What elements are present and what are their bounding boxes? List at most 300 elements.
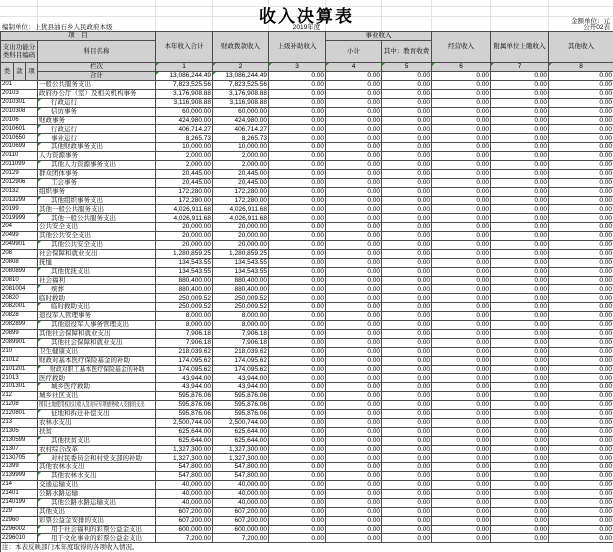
row-value-cell[interactable]: 625,644.00 (213, 427, 269, 436)
row-code-cell[interactable]: 2139999 (1, 472, 38, 481)
row-value-cell[interactable]: 0.00 (269, 481, 326, 490)
row-value-cell[interactable]: 0.00 (269, 285, 326, 294)
row-value-cell[interactable]: 250,009.52 (213, 294, 269, 303)
total-value-cell[interactable]: 0.00 (432, 72, 491, 81)
row-code-cell[interactable]: 2296010 (1, 534, 38, 543)
row-value-cell[interactable]: 0.00 (382, 498, 432, 507)
row-value-cell[interactable]: 0.00 (382, 89, 432, 98)
row-value-cell[interactable]: 0.00 (491, 223, 549, 232)
row-value-cell[interactable]: 172,280.00 (213, 187, 269, 196)
row-value-cell[interactable]: 406,714.27 (213, 125, 269, 134)
row-value-cell[interactable]: 0.00 (549, 454, 613, 463)
row-code-cell[interactable]: 20808 (1, 258, 38, 267)
row-name-cell[interactable] (38, 401, 156, 410)
header-code-xiang[interactable]: 项 (26, 63, 38, 81)
row-value-cell[interactable]: 0.00 (432, 436, 491, 445)
row-value-cell[interactable]: 0.00 (326, 418, 382, 427)
row-value-cell[interactable]: 0.00 (269, 107, 326, 116)
row-value-cell[interactable]: 0.00 (549, 427, 613, 436)
row-value-cell[interactable]: 0.00 (382, 249, 432, 258)
row-value-cell[interactable]: 0.00 (269, 152, 326, 161)
row-value-cell[interactable]: 4,026,911.68 (156, 205, 213, 214)
row-value-cell[interactable]: 0.00 (382, 516, 432, 525)
row-value-cell[interactable]: 0.00 (269, 525, 326, 534)
row-value-cell[interactable]: 0.00 (432, 241, 491, 250)
row-name-cell[interactable] (38, 143, 156, 152)
row-value-cell[interactable]: 0.00 (326, 267, 382, 276)
row-value-cell[interactable]: 0.00 (382, 303, 432, 312)
row-value-cell[interactable]: 595,876.06 (156, 392, 213, 401)
row-value-cell[interactable]: 0.00 (269, 312, 326, 321)
row-value-cell[interactable]: 0.00 (432, 329, 491, 338)
row-value-cell[interactable]: 0.00 (549, 463, 613, 472)
row-value-cell[interactable]: 0.00 (269, 276, 326, 285)
row-code-cell[interactable]: 2010650 (1, 134, 38, 143)
row-value-cell[interactable]: 0.00 (326, 507, 382, 516)
row-value-cell[interactable]: 0.00 (549, 365, 613, 374)
row-value-cell[interactable]: 0.00 (432, 81, 491, 90)
row-value-cell[interactable]: 0.00 (269, 534, 326, 543)
header-col-subtotal[interactable]: 小计 (326, 41, 382, 63)
row-value-cell[interactable]: 0.00 (491, 178, 549, 187)
row-value-cell[interactable]: 0.00 (432, 463, 491, 472)
header-item[interactable]: 项 目 (1, 32, 156, 41)
row-value-cell[interactable]: 0.00 (491, 436, 549, 445)
row-value-cell[interactable]: 0.00 (549, 249, 613, 258)
total-value-cell[interactable]: 13,086,244.49 (156, 72, 213, 81)
row-value-cell[interactable]: 547,800.00 (156, 472, 213, 481)
row-value-cell[interactable]: 0.00 (549, 232, 613, 241)
row-value-cell[interactable]: 0.00 (432, 125, 491, 134)
row-value-cell[interactable]: 0.00 (432, 498, 491, 507)
row-value-cell[interactable]: 0.00 (432, 365, 491, 374)
row-value-cell[interactable]: 0.00 (269, 294, 326, 303)
row-value-cell[interactable]: 0.00 (269, 445, 326, 454)
row-value-cell[interactable]: 0.00 (269, 338, 326, 347)
row-value-cell[interactable]: 0.00 (491, 205, 549, 214)
row-value-cell[interactable]: 0.00 (549, 445, 613, 454)
row-value-cell[interactable]: 134,543.55 (213, 267, 269, 276)
row-value-cell[interactable]: 0.00 (491, 125, 549, 134)
row-value-cell[interactable]: 0.00 (382, 214, 432, 223)
row-value-cell[interactable]: 0.00 (549, 525, 613, 534)
row-value-cell[interactable]: 0.00 (269, 356, 326, 365)
row-value-cell[interactable]: 0.00 (326, 134, 382, 143)
row-value-cell[interactable]: 0.00 (269, 81, 326, 90)
row-value-cell[interactable]: 0.00 (549, 81, 613, 90)
row-code-cell[interactable]: 2082899 (1, 321, 38, 330)
row-value-cell[interactable]: 0.00 (549, 507, 613, 516)
row-value-cell[interactable]: 0.00 (382, 98, 432, 107)
row-name-cell[interactable] (38, 116, 156, 125)
row-value-cell[interactable]: 4,026,911.68 (213, 214, 269, 223)
row-value-cell[interactable]: 218,039.62 (156, 347, 213, 356)
row-value-cell[interactable]: 0.00 (549, 285, 613, 294)
row-value-cell[interactable]: 0.00 (382, 161, 432, 170)
row-value-cell[interactable]: 0.00 (491, 107, 549, 116)
row-value-cell[interactable]: 0.00 (549, 374, 613, 383)
header-colnum-7[interactable]: 7 (491, 63, 549, 72)
row-value-cell[interactable]: 0.00 (491, 534, 549, 543)
row-value-cell[interactable]: 0.00 (491, 498, 549, 507)
row-value-cell[interactable]: 0.00 (382, 401, 432, 410)
row-value-cell[interactable]: 0.00 (549, 338, 613, 347)
row-value-cell[interactable]: 0.00 (326, 401, 382, 410)
row-value-cell[interactable]: 0.00 (269, 214, 326, 223)
row-code-cell[interactable]: 22960 (1, 516, 38, 525)
row-value-cell[interactable]: 0.00 (432, 169, 491, 178)
row-value-cell[interactable]: 174,095.62 (156, 365, 213, 374)
row-value-cell[interactable]: 0.00 (549, 258, 613, 267)
row-name-cell[interactable] (38, 418, 156, 427)
row-value-cell[interactable]: 0.00 (432, 356, 491, 365)
row-value-cell[interactable]: 0.00 (491, 338, 549, 347)
row-name-cell[interactable] (38, 134, 156, 143)
row-value-cell[interactable]: 0.00 (269, 178, 326, 187)
row-value-cell[interactable]: 20,445.00 (156, 178, 213, 187)
row-value-cell[interactable]: 7,200.00 (213, 534, 269, 543)
row-value-cell[interactable]: 134,543.55 (156, 267, 213, 276)
row-value-cell[interactable]: 0.00 (549, 516, 613, 525)
row-value-cell[interactable]: 0.00 (432, 249, 491, 258)
row-value-cell[interactable]: 0.00 (491, 481, 549, 490)
row-value-cell[interactable]: 0.00 (432, 107, 491, 116)
row-name-cell[interactable] (38, 516, 156, 525)
row-value-cell[interactable]: 3,176,908.88 (156, 89, 213, 98)
row-value-cell[interactable]: 0.00 (432, 143, 491, 152)
row-value-cell[interactable]: 2,000.00 (213, 161, 269, 170)
row-value-cell[interactable]: 0.00 (549, 276, 613, 285)
row-value-cell[interactable]: 0.00 (382, 205, 432, 214)
row-value-cell[interactable]: 0.00 (491, 98, 549, 107)
row-value-cell[interactable]: 1,327,300.00 (156, 445, 213, 454)
row-value-cell[interactable]: 40,000.00 (156, 481, 213, 490)
row-value-cell[interactable]: 0.00 (382, 143, 432, 152)
row-code-cell[interactable]: 21401 (1, 489, 38, 498)
row-value-cell[interactable]: 0.00 (432, 489, 491, 498)
row-value-cell[interactable]: 0.00 (269, 454, 326, 463)
row-value-cell[interactable]: 0.00 (269, 427, 326, 436)
header-col-fiscal[interactable]: 财政拨款收入 (213, 32, 269, 63)
header-colnum-8[interactable]: 8 (549, 63, 613, 72)
row-value-cell[interactable]: 0.00 (491, 303, 549, 312)
row-value-cell[interactable]: 0.00 (382, 374, 432, 383)
row-value-cell[interactable]: 2,500,744.00 (213, 418, 269, 427)
row-value-cell[interactable]: 0.00 (269, 463, 326, 472)
row-value-cell[interactable]: 0.00 (382, 454, 432, 463)
row-value-cell[interactable]: 8,265.73 (213, 134, 269, 143)
row-value-cell[interactable]: 0.00 (382, 223, 432, 232)
row-code-cell[interactable]: 2140199 (1, 498, 38, 507)
row-value-cell[interactable]: 0.00 (269, 116, 326, 125)
row-value-cell[interactable]: 0.00 (269, 205, 326, 214)
row-value-cell[interactable]: 880,400.00 (156, 276, 213, 285)
row-value-cell[interactable]: 0.00 (326, 383, 382, 392)
row-value-cell[interactable]: 0.00 (382, 125, 432, 134)
row-name-cell[interactable] (38, 223, 156, 232)
row-code-cell[interactable]: 20110 (1, 152, 38, 161)
row-value-cell[interactable]: 0.00 (326, 436, 382, 445)
row-value-cell[interactable]: 607,200.00 (156, 516, 213, 525)
row-name-cell[interactable] (38, 258, 156, 267)
row-value-cell[interactable]: 8,000.00 (156, 312, 213, 321)
row-value-cell[interactable]: 7,906.18 (213, 329, 269, 338)
row-value-cell[interactable]: 250,009.52 (156, 303, 213, 312)
row-value-cell[interactable]: 0.00 (491, 365, 549, 374)
row-value-cell[interactable]: 0.00 (382, 258, 432, 267)
row-value-cell[interactable]: 607,200.00 (213, 507, 269, 516)
row-value-cell[interactable]: 0.00 (549, 178, 613, 187)
row-value-cell[interactable]: 0.00 (549, 134, 613, 143)
row-name-cell[interactable] (38, 152, 156, 161)
row-value-cell[interactable]: 3,176,908.88 (213, 89, 269, 98)
row-value-cell[interactable]: 0.00 (491, 374, 549, 383)
row-value-cell[interactable]: 0.00 (326, 365, 382, 374)
row-value-cell[interactable]: 0.00 (269, 143, 326, 152)
row-code-cell[interactable]: 201 (1, 81, 38, 90)
row-code-cell[interactable]: 2010601 (1, 125, 38, 134)
row-value-cell[interactable]: 0.00 (382, 169, 432, 178)
row-value-cell[interactable]: 0.00 (326, 392, 382, 401)
row-value-cell[interactable]: 0.00 (382, 534, 432, 543)
row-value-cell[interactable]: 0.00 (491, 241, 549, 250)
row-value-cell[interactable]: 0.00 (491, 276, 549, 285)
row-value-cell[interactable]: 0.00 (326, 516, 382, 525)
row-value-cell[interactable]: 0.00 (491, 196, 549, 205)
row-value-cell[interactable]: 0.00 (382, 329, 432, 338)
row-value-cell[interactable]: 0.00 (269, 169, 326, 178)
row-value-cell[interactable]: 0.00 (382, 294, 432, 303)
row-value-cell[interactable]: 0.00 (432, 303, 491, 312)
row-value-cell[interactable]: 43,944.00 (156, 383, 213, 392)
row-value-cell[interactable]: 0.00 (382, 356, 432, 365)
row-value-cell[interactable]: 0.00 (491, 329, 549, 338)
row-value-cell[interactable]: 43,944.00 (213, 383, 269, 392)
row-value-cell[interactable]: 0.00 (549, 329, 613, 338)
row-value-cell[interactable]: 406,714.27 (156, 125, 213, 134)
row-value-cell[interactable]: 0.00 (326, 81, 382, 90)
header-code-lei[interactable]: 类 (1, 63, 14, 81)
row-value-cell[interactable]: 0.00 (491, 489, 549, 498)
row-value-cell[interactable]: 0.00 (491, 134, 549, 143)
row-code-cell[interactable]: 21399 (1, 463, 38, 472)
row-value-cell[interactable]: 0.00 (326, 249, 382, 258)
row-value-cell[interactable]: 0.00 (491, 312, 549, 321)
header-colnum-3[interactable]: 3 (269, 63, 326, 72)
row-value-cell[interactable]: 0.00 (269, 401, 326, 410)
total-value-cell[interactable]: 0.00 (382, 72, 432, 81)
row-value-cell[interactable]: 0.00 (269, 232, 326, 241)
row-value-cell[interactable]: 0.00 (326, 143, 382, 152)
row-value-cell[interactable]: 1,280,859.25 (156, 249, 213, 258)
row-value-cell[interactable]: 7,200.00 (156, 534, 213, 543)
row-value-cell[interactable]: 0.00 (432, 516, 491, 525)
row-value-cell[interactable]: 0.00 (491, 285, 549, 294)
row-value-cell[interactable]: 0.00 (269, 321, 326, 330)
row-value-cell[interactable]: 0.00 (549, 116, 613, 125)
row-value-cell[interactable]: 0.00 (432, 312, 491, 321)
row-code-cell[interactable]: 2130599 (1, 436, 38, 445)
row-code-cell[interactable]: 20820 (1, 294, 38, 303)
row-value-cell[interactable]: 0.00 (491, 143, 549, 152)
row-code-cell[interactable]: 2013299 (1, 196, 38, 205)
row-value-cell[interactable]: 0.00 (549, 107, 613, 116)
header-colnum-1[interactable]: 1 (156, 63, 213, 72)
row-value-cell[interactable]: 0.00 (549, 196, 613, 205)
row-value-cell[interactable]: 0.00 (432, 223, 491, 232)
row-value-cell[interactable]: 0.00 (326, 276, 382, 285)
header-col-business[interactable]: 事业收入 (326, 32, 432, 41)
row-value-cell[interactable]: 218,039.62 (213, 347, 269, 356)
row-value-cell[interactable]: 0.00 (382, 178, 432, 187)
row-code-cell[interactable]: 20106 (1, 116, 38, 125)
row-value-cell[interactable]: 600,000.00 (156, 525, 213, 534)
row-value-cell[interactable]: 0.00 (432, 285, 491, 294)
row-value-cell[interactable]: 0.00 (326, 116, 382, 125)
row-value-cell[interactable]: 0.00 (326, 525, 382, 534)
row-value-cell[interactable]: 0.00 (432, 276, 491, 285)
header-subject[interactable]: 科目名称 (38, 41, 156, 63)
row-value-cell[interactable]: 0.00 (491, 169, 549, 178)
row-value-cell[interactable]: 0.00 (491, 81, 549, 90)
row-value-cell[interactable]: 20,000.00 (156, 241, 213, 250)
row-name-cell[interactable] (38, 427, 156, 436)
row-code-cell[interactable]: 204 (1, 223, 38, 232)
row-value-cell[interactable]: 0.00 (549, 223, 613, 232)
row-value-cell[interactable]: 0.00 (269, 489, 326, 498)
row-value-cell[interactable]: 0.00 (491, 445, 549, 454)
row-name-cell[interactable] (38, 276, 156, 285)
row-value-cell[interactable]: 3,116,908.88 (213, 98, 269, 107)
row-value-cell[interactable]: 0.00 (491, 116, 549, 125)
row-value-cell[interactable]: 250,009.52 (156, 294, 213, 303)
row-name-cell[interactable] (38, 409, 156, 418)
row-value-cell[interactable]: 0.00 (382, 321, 432, 330)
row-value-cell[interactable]: 0.00 (382, 81, 432, 90)
row-value-cell[interactable]: 0.00 (382, 436, 432, 445)
row-value-cell[interactable]: 0.00 (326, 223, 382, 232)
row-value-cell[interactable]: 0.00 (432, 134, 491, 143)
row-value-cell[interactable]: 0.00 (432, 267, 491, 276)
row-value-cell[interactable]: 20,000.00 (213, 232, 269, 241)
row-name-cell[interactable] (38, 125, 156, 134)
row-value-cell[interactable]: 0.00 (432, 294, 491, 303)
row-value-cell[interactable]: 0.00 (432, 152, 491, 161)
row-value-cell[interactable]: 0.00 (549, 481, 613, 490)
row-value-cell[interactable]: 0.00 (549, 143, 613, 152)
row-value-cell[interactable]: 0.00 (326, 356, 382, 365)
row-value-cell[interactable]: 0.00 (432, 196, 491, 205)
row-value-cell[interactable]: 0.00 (382, 285, 432, 294)
total-value-cell[interactable]: 0.00 (326, 72, 382, 81)
row-value-cell[interactable]: 0.00 (432, 507, 491, 516)
row-value-cell[interactable]: 0.00 (269, 472, 326, 481)
row-name-cell[interactable] (38, 445, 156, 454)
row-value-cell[interactable]: 0.00 (549, 169, 613, 178)
row-name-cell[interactable] (38, 463, 156, 472)
row-code-cell[interactable]: 20129 (1, 169, 38, 178)
header-colnum-4[interactable]: 4 (326, 63, 382, 72)
row-value-cell[interactable]: 0.00 (382, 107, 432, 116)
row-value-cell[interactable]: 0.00 (432, 232, 491, 241)
row-value-cell[interactable]: 0.00 (382, 241, 432, 250)
row-name-cell[interactable] (38, 98, 156, 107)
row-value-cell[interactable]: 0.00 (326, 187, 382, 196)
row-code-cell[interactable]: 2049901 (1, 241, 38, 250)
row-value-cell[interactable]: 0.00 (382, 481, 432, 490)
row-value-cell[interactable]: 0.00 (382, 409, 432, 418)
header-colnum-5[interactable]: 5 (382, 63, 432, 72)
row-value-cell[interactable]: 0.00 (491, 472, 549, 481)
row-value-cell[interactable]: 0.00 (326, 196, 382, 205)
row-value-cell[interactable]: 0.00 (549, 89, 613, 98)
row-value-cell[interactable]: 0.00 (326, 427, 382, 436)
header-colnum-2[interactable]: 2 (213, 63, 269, 72)
row-code-cell[interactable]: 21012 (1, 356, 38, 365)
row-value-cell[interactable]: 10,000.00 (156, 143, 213, 152)
row-value-cell[interactable]: 0.00 (432, 454, 491, 463)
row-name-cell[interactable] (38, 232, 156, 241)
total-value-cell[interactable]: 0.00 (549, 72, 613, 81)
row-value-cell[interactable]: 0.00 (491, 427, 549, 436)
row-value-cell[interactable]: 0.00 (326, 498, 382, 507)
row-value-cell[interactable]: 0.00 (491, 152, 549, 161)
row-value-cell[interactable]: 0.00 (269, 365, 326, 374)
row-value-cell[interactable]: 0.00 (549, 472, 613, 481)
row-code-cell[interactable]: 2080899 (1, 267, 38, 276)
header-col-other[interactable]: 其他收入 (549, 32, 613, 63)
row-value-cell[interactable]: 7,906.18 (213, 338, 269, 347)
row-code-cell[interactable]: 2130705 (1, 454, 38, 463)
row-value-cell[interactable]: 0.00 (269, 436, 326, 445)
row-value-cell[interactable]: 0.00 (269, 383, 326, 392)
row-code-cell[interactable]: 20810 (1, 276, 38, 285)
row-value-cell[interactable]: 0.00 (549, 267, 613, 276)
row-value-cell[interactable]: 607,200.00 (156, 507, 213, 516)
row-name-cell[interactable] (38, 285, 156, 294)
row-value-cell[interactable]: 250,009.52 (213, 303, 269, 312)
row-value-cell[interactable]: 0.00 (491, 267, 549, 276)
row-value-cell[interactable]: 0.00 (432, 481, 491, 490)
total-value-cell[interactable]: 13,086,244.49 (213, 72, 269, 81)
row-value-cell[interactable]: 0.00 (382, 267, 432, 276)
row-value-cell[interactable]: 20,000.00 (156, 223, 213, 232)
row-value-cell[interactable]: 625,644.00 (156, 436, 213, 445)
row-value-cell[interactable]: 10,000.00 (213, 143, 269, 152)
row-value-cell[interactable]: 1,280,859.25 (213, 249, 269, 258)
row-value-cell[interactable]: 0.00 (491, 525, 549, 534)
row-value-cell[interactable]: 0.00 (269, 347, 326, 356)
row-value-cell[interactable]: 0.00 (549, 205, 613, 214)
row-value-cell[interactable]: 0.00 (432, 116, 491, 125)
row-value-cell[interactable]: 424,980.00 (156, 116, 213, 125)
row-value-cell[interactable]: 424,980.00 (213, 116, 269, 125)
row-value-cell[interactable]: 0.00 (326, 321, 382, 330)
row-value-cell[interactable]: 60,000.00 (156, 107, 213, 116)
row-value-cell[interactable]: 0.00 (382, 338, 432, 347)
row-code-cell[interactable]: 2010308 (1, 107, 38, 116)
row-value-cell[interactable]: 0.00 (326, 214, 382, 223)
row-code-cell[interactable]: 21208 (1, 401, 38, 410)
header-code-group[interactable]: 支出功能分类科目编码 (1, 41, 38, 63)
row-code-cell[interactable]: 21307 (1, 445, 38, 454)
row-value-cell[interactable]: 2,000.00 (156, 161, 213, 170)
row-value-cell[interactable]: 0.00 (382, 196, 432, 205)
row-value-cell[interactable]: 0.00 (326, 241, 382, 250)
row-value-cell[interactable]: 0.00 (432, 89, 491, 98)
row-value-cell[interactable]: 40,000.00 (213, 489, 269, 498)
row-value-cell[interactable]: 0.00 (269, 161, 326, 170)
